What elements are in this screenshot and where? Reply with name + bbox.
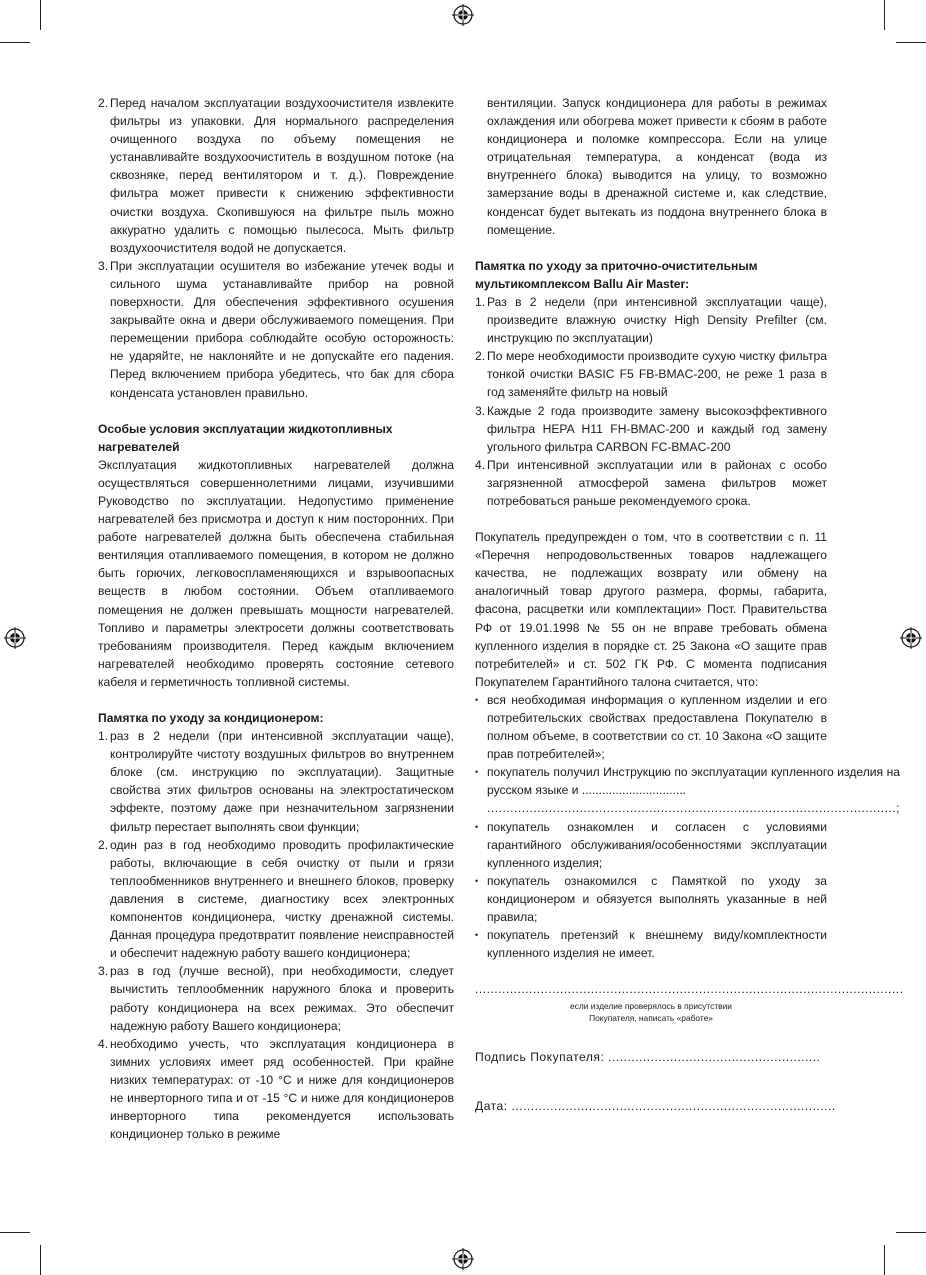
item-text: необходимо учесть, что эксплуатация кондиционера в зимних условиях имеет ряд особенностей. При крайне низких температурах: от -10 °С и ниже для кондиционеров не инверторного типа и от -15 °С и ниже для кондиционеров инверторного типа рекомендуется использовать кондиционер только в режиме (110, 1036, 454, 1142)
item-text: раз в год (лучше весной), при необходимости, следует вычистить теплообменник наружного блока и проверить работу кондиционера на всех режимах. Это обеспечит надежную работу Вашего кондиционера; (110, 964, 454, 1033)
item-number: 4. (98, 1036, 109, 1051)
bullet-icon: • (475, 930, 479, 941)
item-text: Раз в 2 недели (при интенсивной эксплуатации чаще), произведите влажную очистку High Density Prefilter (см. инструкцию по эксплуатации) (487, 294, 827, 346)
crop-mark (884, 1245, 885, 1275)
crop-mark (40, 0, 41, 30)
date-line: Дата: .................................................................................... (475, 1098, 836, 1113)
item-number: 4. (475, 457, 486, 472)
continuation-paragraph: вентиляции. Запуск кондиционера для работы в режимах охлаждения или обогрева может привести к сбоям в работе кондиционера и поломке компрессора. Если на улице отрицательная температура, а конденсат (вода из внутреннего блока) выводится на улицу, то возможно замерзание воды в дренажной системе и, как следствие, конденсат будет вытекать из поддона внутреннего блока в помещение. (487, 96, 827, 237)
item-text: Перед началом эксплуатации воздухоочистителя извлеките фильтры из упаковки. Для нормального распределения очищенного воздуха по объему помещения не устанавливайте воздухоочиститель в воздушном потоке (на сквозняке, перед вентилятором и т. д.). Повреждение фильтра может привести к снижению эффективности очистки воздуха. Скопившуюся на фильтре пыль можно аккуратно удалить с помощью пылесоса. Мыть фильтр воздухоочистителя водой не допускается. (110, 96, 454, 255)
list-item (475, 293, 827, 347)
crop-mark (896, 42, 926, 43)
registration-mark-icon (452, 4, 474, 26)
bullet-text: вся необходимая информация о купленном изделии и его потребительских свойствах предоставлена Покупателю в полном объеме, в соответствии со ст. 10 Закона «О защите прав потребителей»; (487, 692, 827, 762)
item-number: 2. (98, 837, 109, 852)
item-number: 2. (98, 96, 109, 110)
note-line: если изделие проверялось в присутствии (570, 1001, 732, 1012)
heaters-paragraph: Эксплуатация жидкотопливных нагревателей должна осуществляться совершеннолетними лицами, изучившими Руководство по эксплуатации. Недопустимо применение нагревателей без присмотра и доступ к ним посторонних. При работе нагревателей должна быть обеспечена стабильная вентиляция отапливаемого помещения, в котором не должно быть горючих, легковоспламеняющихся и взрывоопасных веществ в любом состоянии. Объем отапливаемого помещения не должен превышать мощности нагревателей. Топливо и параметры электросети должны соответствовать требованиям производителя. Перед каждым включением нагревателей необходимо проверять состояние сетевого кабеля и герметичность топливной системы. (98, 457, 454, 689)
registration-mark-icon (452, 1248, 474, 1270)
bullet-icon: • (475, 694, 479, 705)
item-text: Каждые 2 года производите замену высокоэффективного фильтра HEPA H11 FH-BMAC-200 и каждый год замену угольного фильтра CARBON FC-BMAC-200 (487, 403, 827, 454)
ac-care-heading: Памятка по уходу за кондиционером: (98, 711, 324, 725)
registration-mark-icon (4, 627, 26, 649)
bullet-text: покупатель ознакомлен и согласен с условиями гарантийного обслуживания/особенностями эксплуатации купленного изделия; (487, 819, 827, 870)
item-number: 3. (98, 258, 109, 273)
fill-in-line: ..........................................................................................................; (487, 801, 901, 816)
bullet-item (475, 763, 901, 817)
ballu-care-heading: Памятка по уходу за приточно-очистительным мультикомплексом Ballu Air Master: (475, 258, 758, 291)
item-number: 3. (475, 403, 486, 418)
bullet-item (475, 872, 827, 926)
bullet-item (475, 691, 827, 763)
bullet-text: покупатель получил Инструкцию по эксплуатации купленного изделия на русском языке и ............................... (487, 765, 901, 798)
list-item (98, 836, 454, 963)
note-line: Покупателя, написать «работе» (589, 1012, 713, 1023)
crop-mark (896, 1232, 926, 1233)
list-item (475, 347, 827, 401)
list-item (98, 1035, 454, 1144)
item-text: При интенсивной эксплуатации или в районах с особо загрязненной атмосферой замена фильтров может потребоваться раньше рекомендуемого срока. (487, 457, 827, 508)
item-text: По мере необходимости производите сухую чистку фильтра тонкой очистки BASIC F5 FB-BMAC-200, не реже 1 раза в год заменяйте фильтр на новый (487, 349, 827, 400)
list-item (98, 962, 454, 1034)
bullet-icon: • (475, 767, 479, 778)
bullet-icon: • (475, 875, 479, 886)
crop-mark (884, 0, 885, 30)
bullet-text: покупатель ознакомился с Памяткой по уходу за кондиционером и обязуется выполнять указанные в ней правила; (487, 873, 827, 925)
buyer-paragraph: Покупатель предупрежден о том, что в соответствии с п. 11 «Перечня непродовольственных товаров надлежащего качества, не подлежащих возврату или обмену на аналогичный товар другого размера, формы, габарита, фасона, расцветки или комплектации» Пост. Правительства РФ от 19.01.1998 № 55 он не вправе требовать обмена купленного изделия в порядке ст. 25 Закона «О защите прав потребителей» и ст. 502 ГК РФ. С момента подписания Покупателем Гарантийного талона считается, что: (475, 530, 827, 689)
list-item (98, 257, 454, 402)
list-item (98, 94, 454, 257)
crop-mark (40, 1245, 41, 1275)
list-item (475, 402, 827, 456)
bullet-item (475, 818, 827, 872)
item-number: 3. (98, 964, 109, 979)
bullet-icon: • (475, 821, 479, 832)
item-number: 2. (475, 349, 486, 364)
item-number: 1. (98, 729, 109, 744)
item-text: один раз в год необходимо проводить профилактические работы, включающие в себя очистку от пыли и грязи теплообменников внутреннего и внешнего блоков, проверку давления в системе, диагностику всех электронных компонентов кондиционера, чистку дренажной системы. Данная процедура предотвратит появление неисправностей и обеспечит надежную работу вашего кондиционера; (110, 837, 454, 961)
bullet-item (475, 926, 827, 962)
dotted-line: ............................................................................................................... (475, 982, 904, 997)
left-column (98, 94, 454, 1143)
list-item (98, 727, 454, 836)
crop-mark (0, 42, 30, 43)
heaters-heading: Особые условия эксплуатации жидкотопливных нагревателей (98, 421, 393, 454)
list-item (475, 456, 827, 510)
crop-mark (0, 1232, 30, 1233)
item-number: 1. (475, 294, 486, 309)
item-text: раз в 2 недели (при интенсивной эксплуатации чаще), контролируйте чистоту воздушных фильтров во внутреннем блоке (см. инструкцию по эксплуатации). Защитные свойства этих фильтров основаны на электростатическом эффекте, поэтому даже при незначительном загрязнении фильтр перестает выполнять свои функции; (110, 729, 454, 834)
item-text: При эксплуатации осушителя во избежание утечек воды и сильного шума устанавливайте прибор на ровной поверхности. Для обеспечения эффективного осушения закрывайте окна и двери обслуживаемого помещения. При перемещении прибора соблюдайте особую осторожность: не ударяйте, не наклоняйте и не допускайте его падения. Перед включением прибора убедитесь, что бак для сбора конденсата установлен правильно. (110, 258, 454, 400)
right-column (475, 94, 904, 1115)
bullet-text: покупатель претензий к внешнему виду/комплектности купленного изделия не имеет. (487, 928, 827, 961)
signature-line: Подпись Покупателя: ....................................................... (475, 1050, 821, 1065)
registration-mark-icon (900, 627, 922, 649)
